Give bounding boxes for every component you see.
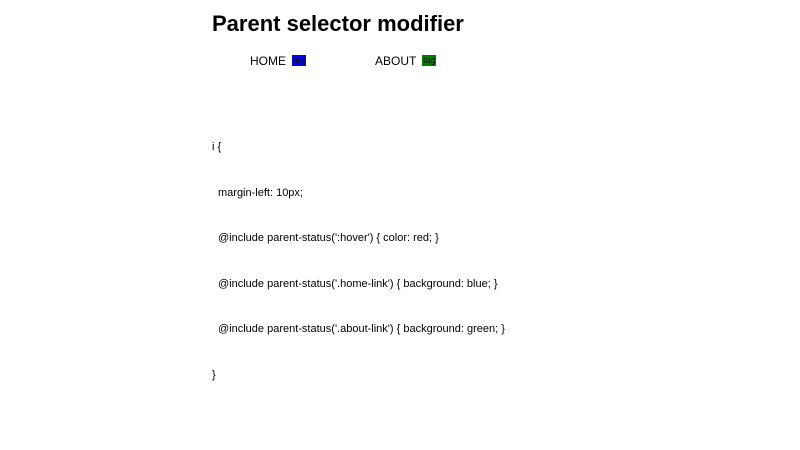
code-line: @include parent-status('.about-link') { background: green; } <box>218 323 505 335</box>
code-block <box>212 117 505 414</box>
code-line: } <box>212 368 216 381</box>
home-tag-icon: tag <box>292 55 306 65</box>
about-link[interactable] <box>375 54 436 68</box>
code-line: @include parent-status(':hover') { color: red; } <box>218 232 439 244</box>
page-title: Parent selector modifier <box>212 11 464 36</box>
about-tag-icon: tag <box>423 55 436 65</box>
code-line: i { <box>212 141 222 153</box>
code-line: @include parent-status('.home-link') { background: blue; } <box>218 277 498 290</box>
nav-bar <box>212 54 612 70</box>
about-link-label: ABOUT <box>375 54 417 68</box>
code-line: margin-left: 10px; <box>218 186 303 199</box>
home-link-label: HOME <box>250 54 286 68</box>
home-link[interactable] <box>250 54 306 68</box>
